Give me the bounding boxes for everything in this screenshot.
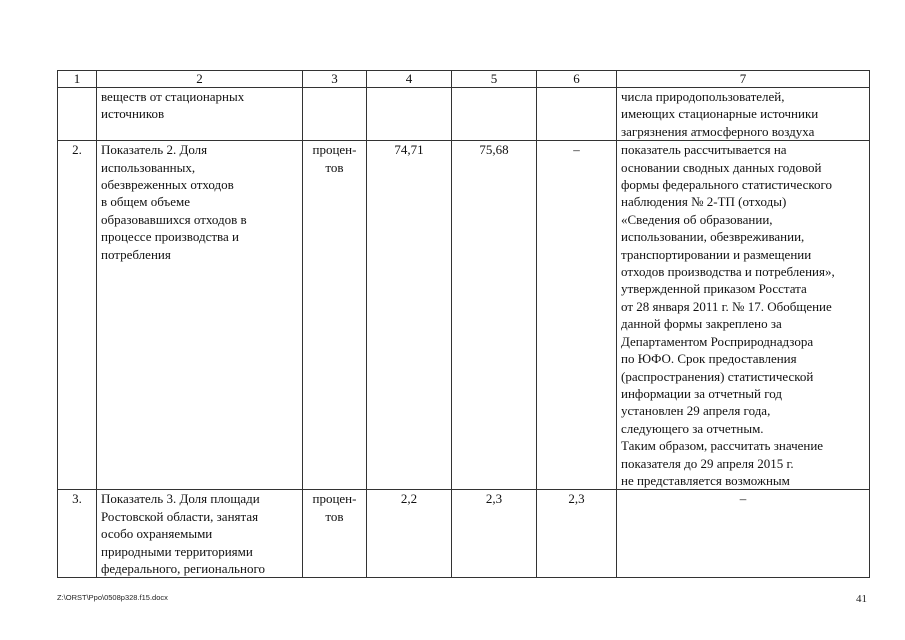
page-number: 41	[856, 593, 867, 605]
cell-indicator-name: Показатель 3. Доля площади Ростовской области, занятая особо охраняемыми природными территориями федерального, регионального	[97, 490, 303, 578]
cell-note: показатель рассчитывается на основании сводных данных годовой формы федерального статистического наблюдения № 2-ТП (отходы) «Сведения об образовании, использовании, обезвреживании, транспортировании и размещении отходов производства и потребления», утвержденной приказом Росстата от 28 января 2011 г. № 17. Обобщение данной формы закреплено за Департаментом Росприроднадзора по ЮФО. Срок предоставления (распространения) статистической информации за отчетный год установлен 29 апреля года, следующего за отчетным. Таким образом, рассчитать значение показателя до 29 апреля 2015 г. не представляется возможным	[617, 141, 870, 490]
cell-num: 2.	[58, 141, 97, 490]
cell-value-6: 2,3	[537, 490, 617, 578]
cell-value-6: –	[537, 141, 617, 490]
cell-indicator-name: Показатель 2. Доля использованных, обезвреженных отходов в общем объеме образовавшихся отходов в процессе производства и потребления	[97, 141, 303, 490]
cell-unit: процен- тов	[303, 141, 367, 490]
header-col-7: 7	[617, 71, 870, 88]
footer-file-path: Z:\ORST\Ppo\0508p328.f15.docx	[57, 593, 168, 602]
table-row-indicator-3	[58, 490, 870, 578]
cell-value-5: 75,68	[452, 141, 537, 490]
header-col-2: 2	[97, 71, 303, 88]
header-col-3: 3	[303, 71, 367, 88]
header-col-1: 1	[58, 71, 97, 88]
cell-value-4: 2,2	[367, 490, 452, 578]
cell-indicator-name: веществ от стационарных источников	[97, 88, 303, 141]
cell-value-5	[452, 88, 537, 141]
cell-note: числа природопользователей, имеющих стационарные источники загрязнения атмосферного воздуха	[617, 88, 870, 141]
header-col-5: 5	[452, 71, 537, 88]
table-header-row	[58, 71, 870, 88]
cell-unit: процен- тов	[303, 490, 367, 578]
cell-value-5: 2,3	[452, 490, 537, 578]
table-row-indicator-2	[58, 141, 870, 490]
cell-value-4	[367, 88, 452, 141]
cell-value-6	[537, 88, 617, 141]
indicator-table	[57, 70, 870, 578]
cell-num	[58, 88, 97, 141]
header-col-6: 6	[537, 71, 617, 88]
cell-unit	[303, 88, 367, 141]
cell-note: –	[617, 490, 870, 578]
cell-num: 3.	[58, 490, 97, 578]
cell-value-4: 74,71	[367, 141, 452, 490]
table-row-continuation	[58, 88, 870, 141]
header-col-4: 4	[367, 71, 452, 88]
